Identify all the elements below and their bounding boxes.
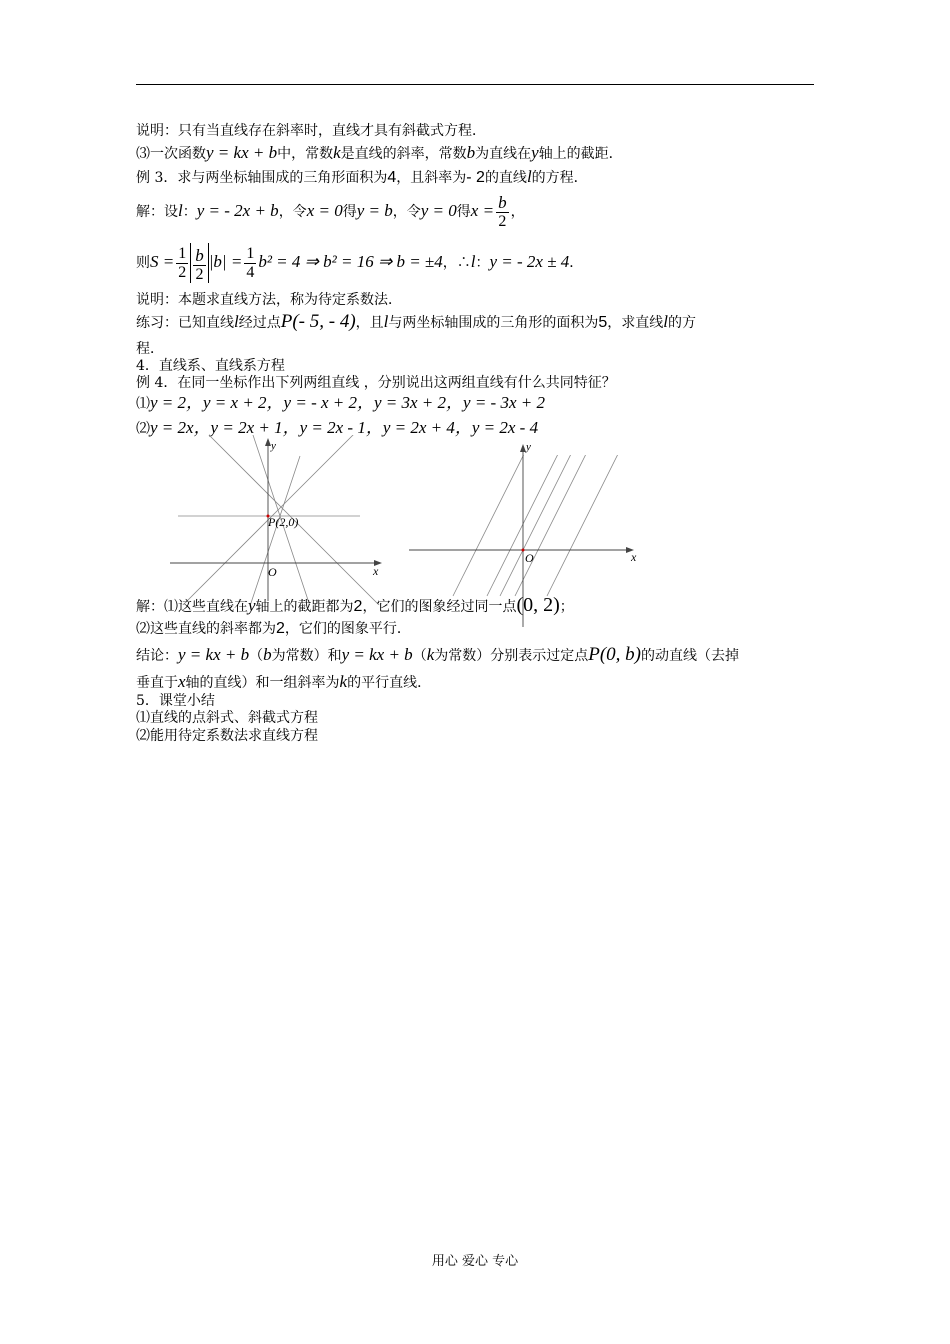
- var: k: [333, 143, 341, 162]
- example-4: 例 4．在同一坐标作出下列两组直线 ，分别说出这两组直线有什么共同特征？: [136, 375, 616, 391]
- line-x-plus-2: [160, 435, 360, 605]
- var: y: [531, 143, 539, 162]
- exercise-line: [136, 313, 696, 332]
- var: k: [426, 645, 435, 664]
- section-heading-4: 4．直线系、直线系方程: [136, 358, 285, 374]
- solution-line-1: [136, 192, 525, 231]
- text: ⑴: [136, 396, 150, 412]
- denominator: 4: [246, 263, 255, 281]
- text: ⑵这些直线的斜率都为: [136, 621, 276, 637]
- note-line-2: [136, 144, 623, 163]
- text: 的方程．: [531, 170, 588, 186]
- formula: y = kx + b: [178, 645, 250, 664]
- text: ；: [559, 599, 574, 615]
- denominator: 2: [195, 265, 204, 283]
- numerator: 1: [246, 244, 255, 262]
- var: y: [248, 596, 256, 615]
- num: 2: [353, 598, 363, 615]
- text: 得: [456, 204, 471, 220]
- solution-line-2: [136, 240, 583, 285]
- text: 经过点: [238, 315, 281, 331]
- note-method: 说明：本题求直线方法，称为待定系数法．: [136, 292, 402, 308]
- x-label: x: [373, 564, 379, 578]
- text: 与两坐标轴围成的三角形的面积为: [388, 315, 599, 331]
- line-3x-plus-2: [240, 456, 300, 605]
- formula: x = 0: [306, 201, 343, 220]
- point-label: P(2,0): [268, 515, 299, 529]
- var: l: [663, 312, 669, 331]
- origin-label: O: [525, 551, 534, 565]
- text: 解：⑴这些直线在: [136, 599, 248, 615]
- text: 得: [342, 204, 357, 220]
- var: l: [234, 312, 239, 331]
- num: 4: [387, 169, 397, 186]
- fraction: [193, 247, 206, 284]
- formula: |b| =: [208, 252, 243, 271]
- graph-concurrent-lines: [160, 435, 400, 605]
- fraction: [244, 245, 256, 282]
- text: 为常数）分别表示过定点: [434, 648, 589, 664]
- var: l: [526, 167, 532, 186]
- text: ，且: [355, 315, 384, 331]
- denominator: 2: [178, 263, 187, 281]
- formula: y = - 2x + b: [196, 201, 279, 220]
- var: b: [466, 143, 476, 162]
- y-label: y: [526, 441, 531, 453]
- text: ，求直线: [607, 315, 664, 331]
- formula: P(- 5, - 4): [280, 311, 356, 332]
- formula: y = kx + b: [341, 645, 413, 664]
- text: 练习：已知直线: [136, 315, 234, 331]
- numerator: b: [498, 192, 507, 212]
- page-footer: 用心 爱心 专心: [431, 1254, 519, 1269]
- var: b: [263, 645, 272, 664]
- text: ，且斜率为: [396, 170, 467, 186]
- x-label: x: [631, 550, 637, 564]
- section-heading-5: 5．课堂小结: [136, 693, 215, 709]
- group-1: [136, 394, 545, 413]
- text: 则: [136, 255, 150, 271]
- text: 的平行直线．: [347, 675, 432, 691]
- text: 解：设: [136, 204, 178, 220]
- fraction: [176, 245, 188, 282]
- num: 2: [276, 620, 285, 637]
- text: ⑵: [136, 421, 150, 437]
- formula: x =: [470, 201, 495, 220]
- absolute-value: [190, 243, 209, 283]
- text: ，令: [392, 204, 421, 220]
- header-rule: [136, 84, 814, 85]
- formula: b² = 4 ⇒ b² = 16 ⇒ b = ±4: [258, 252, 443, 271]
- text: 的方: [668, 315, 697, 331]
- conclusion-line-2: [136, 673, 431, 692]
- formula: y = 2，y = x + 2，y = - x + 2，y = 3x + 2，y = - 3x + 2: [150, 393, 545, 412]
- text: 例 3．求与两坐标轴围成的三角形面积为: [136, 170, 388, 186]
- text: ，: [510, 204, 525, 220]
- var: l: [470, 252, 476, 271]
- answer-2: [136, 620, 411, 638]
- summary-item-1: ⑴直线的点斜式、斜截式方程: [136, 710, 318, 726]
- exercise-line-2: 程．: [136, 341, 164, 357]
- denominator: 2: [498, 212, 507, 230]
- formula: y = 2x，y = 2x + 1，y = 2x - 1，y = 2x + 4，y = 2x - 4: [150, 418, 539, 437]
- answer-1: [136, 596, 574, 616]
- text: 中，常数: [277, 146, 334, 162]
- var: k: [339, 672, 348, 691]
- var: l: [383, 312, 389, 331]
- line-2x-plus-4: [547, 436, 627, 596]
- fraction: [496, 194, 509, 231]
- text: （: [412, 648, 427, 664]
- text: 为直线在: [475, 146, 532, 162]
- summary-item-2: ⑵能用待定系数法求直线方程: [136, 728, 318, 744]
- origin-label: O: [268, 565, 277, 579]
- var: l: [178, 201, 183, 220]
- line-2x-minus-4: [453, 436, 533, 596]
- var: x: [178, 672, 186, 691]
- text: ：: [475, 255, 490, 271]
- formula: y = kx + b: [206, 143, 278, 162]
- text: 结论：: [136, 648, 178, 664]
- text: ．: [569, 255, 584, 271]
- text: 的直线: [484, 170, 527, 186]
- text: ，它们的图象平行．: [284, 621, 411, 637]
- text: ，∴: [442, 255, 471, 271]
- conclusion-line-1: [136, 646, 739, 665]
- text: 轴上的截距都为: [255, 599, 354, 615]
- formula: y = - 2x ± 4: [489, 252, 570, 271]
- text: ，令: [278, 204, 307, 220]
- formula: S =: [150, 252, 175, 271]
- numerator: b: [195, 245, 204, 265]
- text: 垂直于: [136, 675, 178, 691]
- formula: P(0, b): [588, 644, 641, 665]
- text: 是直线的斜率，常数: [340, 146, 467, 162]
- text: ⑶一次函数: [136, 146, 206, 162]
- text: ，它们的图象经过同一点: [362, 599, 517, 615]
- formula: y = 0: [420, 201, 457, 220]
- text: ：: [182, 204, 197, 220]
- num: 5: [598, 314, 608, 331]
- formula: y = b: [356, 201, 393, 220]
- text: 轴的直线）和一组斜率为: [185, 675, 340, 691]
- numerator: 1: [178, 244, 187, 262]
- text: 为常数）和: [271, 648, 342, 664]
- example-3: [136, 168, 588, 187]
- line-2x: [500, 436, 580, 596]
- formula: (0, 2): [516, 594, 560, 616]
- note-line-1: 说明：只有当直线存在斜率时，直线才具有斜截式方程．: [136, 123, 486, 139]
- text: 的动直线（去掉: [641, 648, 739, 664]
- num: - 2: [466, 169, 485, 186]
- text: 轴上的截距．: [538, 146, 623, 162]
- text: （: [249, 648, 264, 664]
- y-label: y: [271, 440, 276, 452]
